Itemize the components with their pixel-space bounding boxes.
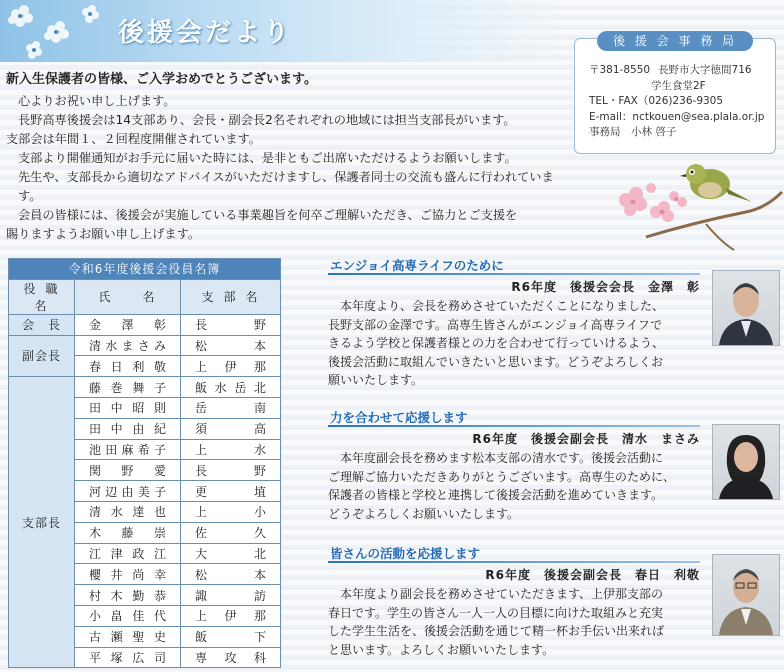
article-line: どうぞよろしくお願いいたします。 xyxy=(328,506,520,521)
name-cell: 江津政江 xyxy=(75,543,181,564)
portrait-photo xyxy=(712,554,780,636)
article-line: 春日です。学生の皆さん一人一人の目標に向けた取組みと充実 xyxy=(328,605,664,620)
name-cell: 櫻井尚幸 xyxy=(75,564,181,585)
office-address: 長野市大字徳間716 xyxy=(658,64,752,76)
office-header: 後 援 会 事 務 局 xyxy=(597,31,753,51)
portrait-photo xyxy=(712,424,780,500)
intro-line: 会員の皆様には、後援会が実施している事業趣旨を何卒ご理解いただき、ご協力とご支援を xyxy=(18,208,518,222)
table-row xyxy=(9,377,281,398)
name-cell: 木藤崇 xyxy=(75,522,181,543)
name-cell: 藤巻舞子 xyxy=(75,377,181,398)
intro-line: 心よりお祝い申し上げます。 xyxy=(18,94,176,108)
branch-cell: 佐久 xyxy=(181,522,281,543)
flower-decoration-icon xyxy=(0,0,110,62)
article-line: ご理解ご協力いただきありがとうございます。高専生のために、 xyxy=(328,469,676,484)
portrait-photo xyxy=(712,270,780,346)
name-cell: 清水達也 xyxy=(75,501,181,522)
article-line: 長野支部の金澤です。高専生皆さんがエンジョイ高専ライフで xyxy=(328,317,663,332)
article-body xyxy=(328,585,700,659)
branch-cell: 上伊那 xyxy=(181,605,281,626)
branch-cell: 長野 xyxy=(181,460,281,481)
office-tel: TEL・FAX（026)236-9305 xyxy=(589,95,724,107)
article-president xyxy=(328,256,778,390)
article-line: 本年度副会長を務めます松本支部の清水です。後援会活動に xyxy=(340,451,664,465)
branch-cell: 飯下 xyxy=(181,626,281,647)
table-row xyxy=(9,335,281,356)
article-line: きるよう学校と保護者様との力を合わせて行っていけるよう、 xyxy=(328,336,665,351)
article-body xyxy=(328,449,700,523)
intro-line: 賜りますようお願い申し上げます。 xyxy=(6,227,201,241)
name-cell: 小畠佳代 xyxy=(75,605,181,626)
article-heading: エンジョイ高専ライフのために xyxy=(330,258,504,273)
branch-cell: 長野 xyxy=(181,314,281,335)
table-row xyxy=(9,314,281,335)
article-body xyxy=(328,297,700,390)
intro-heading: 新入生保護者の皆様、ご入学おめでとうございます。 xyxy=(6,72,317,87)
article-line: 後援会活動に取組んでいきたいと思います。どうぞよろしくお xyxy=(328,354,664,369)
article-line: 本年度より副会長を務めさせていただきます、上伊那支部の xyxy=(340,587,664,601)
heading-rule xyxy=(328,273,700,275)
article-heading: 皆さんの活動を応援します xyxy=(330,546,481,561)
branch-cell: 上水 xyxy=(181,439,281,460)
article-line: した学生生活を、後援会活動を通じて精一杯お手伝い出来れば xyxy=(328,624,665,639)
person-icon xyxy=(713,555,779,635)
article-heading: 力を合わせて応援します xyxy=(330,410,468,425)
branch-cell: 岳南 xyxy=(181,397,281,418)
article-vice-president-2 xyxy=(328,544,778,659)
article-signature: R6年度 後援会副会長 春日 利敬 xyxy=(485,568,700,582)
office-staff: 事務局 小林 啓子 xyxy=(589,126,677,138)
role-cell: 支部長 xyxy=(9,377,75,668)
name-cell: 関野愛 xyxy=(75,460,181,481)
article-signature: R6年度 後援会副会長 清水 まさみ xyxy=(472,432,700,446)
office-info-box xyxy=(574,34,776,154)
title-band xyxy=(0,0,560,62)
branch-cell: 上伊那 xyxy=(181,356,281,377)
branch-cell: 松本 xyxy=(181,564,281,585)
page-title: 後援会だより xyxy=(118,18,293,48)
person-icon xyxy=(713,425,779,499)
intro-line: 支部より開催通知がお手元に届いた時には、是非ともご出席いただけるようお願いします。 xyxy=(18,151,517,165)
roster-header-role: 役職名 xyxy=(9,279,75,314)
name-cell: 池田麻希子 xyxy=(75,439,181,460)
office-address-2: 学生食堂2F xyxy=(651,79,706,92)
role-cell: 副会長 xyxy=(9,335,75,377)
article-line: 願いいたします。 xyxy=(328,373,424,388)
branch-cell: 専攻科 xyxy=(181,647,281,668)
heading-rule xyxy=(328,425,700,427)
article-line: 保護者の皆様と学校と連携して後援会活動を進めていきます。 xyxy=(328,488,664,503)
name-cell: 田中由紀 xyxy=(75,418,181,439)
article-line: 本年度より、会長を務めさせていただくことになりました、 xyxy=(340,299,665,313)
name-cell: 金澤彰 xyxy=(75,314,181,335)
branch-cell: 須高 xyxy=(181,418,281,439)
branch-cell: 更埴 xyxy=(181,481,281,502)
branch-cell: 上小 xyxy=(181,501,281,522)
branch-cell: 松本 xyxy=(181,335,281,356)
name-cell: 平塚広司 xyxy=(75,647,181,668)
name-cell: 春日利敬 xyxy=(75,356,181,377)
roster-caption: 令和6年度後援会役員名簿 xyxy=(9,259,281,280)
intro-line: 支部会は年間１、２回程度開催されています。 xyxy=(6,132,261,146)
name-cell: 河辺由美子 xyxy=(75,481,181,502)
officer-roster-table xyxy=(8,258,281,668)
office-email[interactable]: E-mail：nctkouen@sea.plala.or.jp xyxy=(589,110,765,123)
branch-cell: 飯水岳北 xyxy=(181,377,281,398)
name-cell: 村木勤恭 xyxy=(75,585,181,606)
name-cell: 古瀬聖史 xyxy=(75,626,181,647)
branch-cell: 大北 xyxy=(181,543,281,564)
roster-header-name: 氏 名 xyxy=(75,279,181,314)
intro-section xyxy=(6,70,566,244)
office-postal: 〒381-8550 xyxy=(589,64,651,76)
bird-blossom-icon xyxy=(606,152,784,252)
heading-rule xyxy=(328,561,700,563)
name-cell: 清水まさみ xyxy=(75,335,181,356)
intro-line: 長野高専後援会は14支部あり、会長・副会長2名それぞれの地域には担当支部長がいます。 xyxy=(18,113,516,127)
person-icon xyxy=(713,271,779,345)
intro-line: 先生や、支部長から適切なアドバイスがいただけますし、保護者同士の交流も盛んに行われています。 xyxy=(18,170,554,203)
article-vice-president-1 xyxy=(328,408,778,523)
name-cell: 田中昭則 xyxy=(75,397,181,418)
role-cell: 会 長 xyxy=(9,314,75,335)
branch-cell: 諏訪 xyxy=(181,585,281,606)
article-line: と思います。よろしくお願いいたします。 xyxy=(328,642,555,657)
roster-header-branch: 支部名 xyxy=(181,279,281,314)
article-signature: R6年度 後援会会長 金澤 彰 xyxy=(511,280,700,294)
